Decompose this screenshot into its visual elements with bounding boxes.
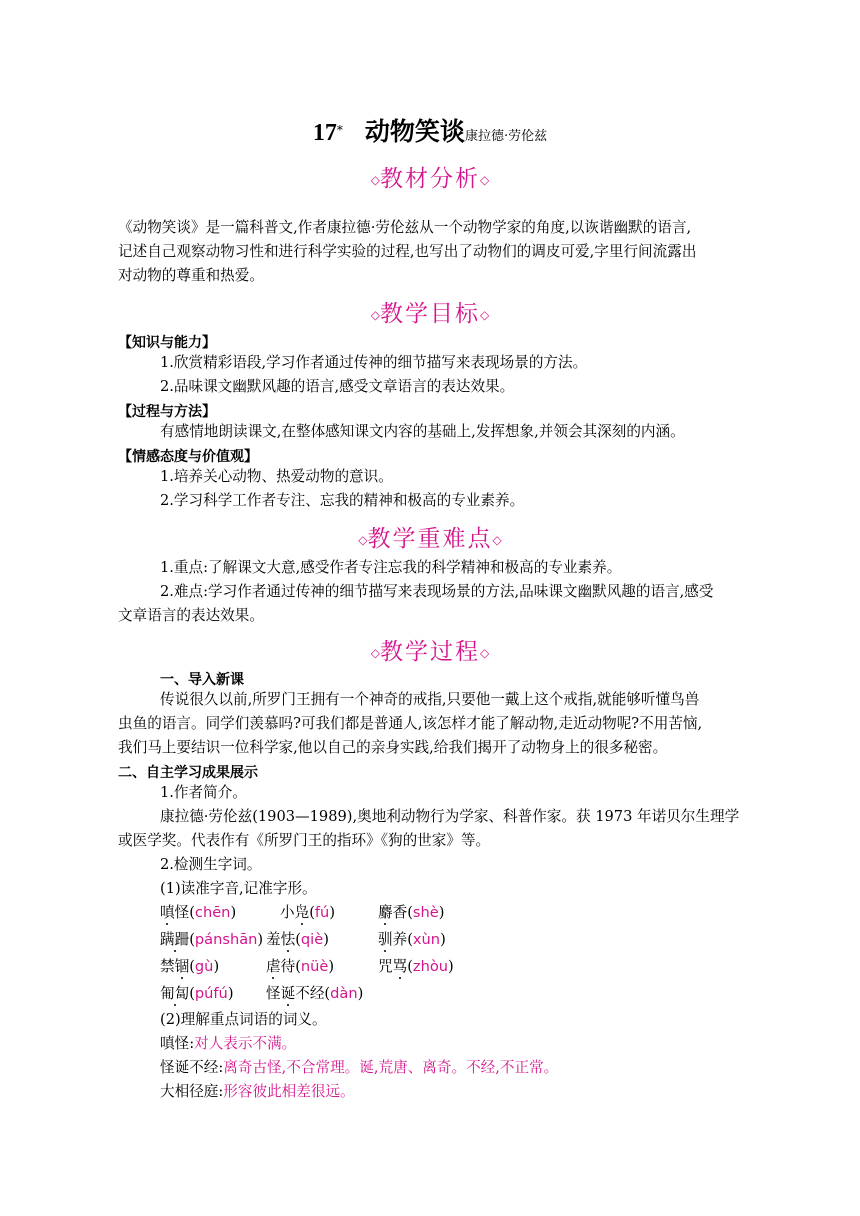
- keypoint-line: 2.难点:学习作者通过传神的细节描写来表现场景的方法,品味课文幽默风趣的语言,感受: [160, 583, 714, 600]
- pronounce-label: (1)读准字音,记准字形。: [160, 880, 317, 897]
- pinyin: dàn: [330, 985, 358, 1002]
- pinyin: fú: [314, 904, 330, 921]
- answer-text: 对人表示不满。: [194, 1035, 297, 1052]
- diamond-icon: ◇: [370, 646, 380, 660]
- knowledge-item: 2.品味课文幽默风趣的语言,感受文章语言的表达效果。: [160, 378, 515, 395]
- method-heading: 【过程与方法】: [118, 404, 216, 420]
- diamond-icon: ◇: [492, 533, 502, 547]
- word-item: 匍匐(púfú): [160, 985, 234, 1002]
- diamond-icon: ◇: [358, 533, 368, 547]
- answer-text: 形容彼此相差很远。: [223, 1083, 355, 1100]
- word-item: 咒骂(zhòu): [378, 958, 454, 975]
- section-title: 教学重难点: [367, 526, 493, 552]
- lesson-title: [0, 112, 860, 148]
- pinyin: xùn: [412, 931, 441, 948]
- meaning-item: 怪诞不经:离奇古怪,不合常理。诞,荒唐、离奇。不经,不正常。: [160, 1059, 559, 1076]
- word-item: 麝香(shè): [378, 904, 445, 921]
- lesson-number: 17: [312, 120, 337, 146]
- word-item: 小凫(fú): [280, 904, 336, 921]
- pinyin: púfú: [194, 985, 228, 1002]
- meaning-item: 大相径庭:形容彼此相差很远。: [160, 1083, 355, 1100]
- author-intro-line: 或医学奖。代表作有《所罗门王的指环》《狗的世家》等。: [118, 832, 491, 849]
- section-process-heading: [0, 633, 860, 666]
- word-item: 蹒跚(pánshān): [160, 931, 264, 948]
- knowledge-item: 1.欣赏精彩语段,学习作者通过传神的细节描写来表现场景的方法。: [160, 354, 588, 371]
- pinyin: qiè: [300, 931, 324, 948]
- pinyin: gù: [194, 958, 214, 975]
- section-analysis-heading: [0, 160, 860, 193]
- analysis-line: 对动物的尊重和热爱。: [118, 267, 264, 284]
- diamond-icon: ◇: [480, 308, 490, 322]
- pinyin: zhòu: [412, 958, 449, 975]
- analysis-line: 《动物笑谈》是一篇科普文,作者康拉德·劳伦兹从一个动物学家的角度,以诙谐幽默的语言,: [118, 219, 692, 236]
- word-item: 虐待(nüè): [266, 958, 335, 975]
- vocab-label: 2.检测生字词。: [160, 856, 262, 873]
- diamond-icon: ◇: [370, 173, 380, 187]
- intro-line: 传说很久以前,所罗门王拥有一个神奇的戒指,只要他一戴上这个戒指,就能够听懂鸟兽: [160, 691, 700, 708]
- intro-line: 虫鱼的语言。同学们羡慕吗?可我们都是普通人,该怎样才能了解动物,走近动物呢?不用苦恼,: [118, 715, 703, 732]
- diamond-icon: ◇: [480, 646, 490, 660]
- pinyin: nüè: [300, 958, 329, 975]
- author-intro-label: 1.作者简介。: [160, 784, 247, 801]
- method-item: 有感情地朗读课文,在整体感知课文内容的基础上,发挥想象,并领会其深刻的内涵。: [160, 423, 685, 440]
- word-item: 驯养(xùn): [378, 931, 446, 948]
- word-item: 禁锢(gù): [160, 958, 220, 975]
- diamond-icon: ◇: [480, 173, 490, 187]
- analysis-line: 记述自己观察动物习性和进行科学实验的过程,也写出了动物们的调皮可爱,字里行间流露出: [118, 243, 697, 260]
- meaning-label: (2)理解重点词语的词义。: [160, 1011, 327, 1028]
- keypoint-line: 1.重点:了解课文大意,感受作者专注忘我的科学精神和极高的专业素养。: [160, 559, 622, 576]
- pinyin: pánshān: [194, 931, 258, 948]
- knowledge-heading: 【知识与能力】: [118, 335, 216, 351]
- answer-text: 离奇古怪,不合常理。诞,荒唐、离奇。不经,不正常。: [223, 1059, 559, 1076]
- emotion-heading: 【情感态度与价值观】: [118, 449, 258, 465]
- section-title: 教材分析: [380, 166, 480, 192]
- pinyin: chēn: [194, 904, 231, 921]
- intro-heading: 一、导入新课: [160, 672, 244, 688]
- section-title: 教学过程: [380, 639, 480, 665]
- section-goals-heading: [0, 295, 860, 328]
- diamond-icon: ◇: [370, 308, 380, 322]
- meaning-item: 嗔怪:对人表示不满。: [160, 1035, 297, 1052]
- lesson-star: *: [336, 122, 343, 137]
- author-intro-line: 康拉德·劳伦兹(1903—1989),奥地利动物行为学家、科普作家。获 1973 年诺贝尔生理学: [160, 808, 740, 825]
- lesson-name: 动物笑谈: [364, 117, 465, 146]
- pinyin: shè: [412, 904, 439, 921]
- intro-line: 我们马上要结识一位科学家,他以自己的亲身实践,给我们揭开了动物身上的很多秘密。: [118, 739, 668, 756]
- emotion-item: 1.培养关心动物、热爱动物的意识。: [160, 468, 393, 485]
- lesson-author: 康拉德·劳伦兹: [464, 129, 548, 144]
- section-keypoints-heading: [0, 520, 860, 553]
- section-title: 教学目标: [380, 301, 480, 327]
- self-study-heading: 二、自主学习成果展示: [118, 765, 258, 781]
- emotion-item: 2.学习科学工作者专注、忘我的精神和极高的专业素养。: [160, 492, 525, 509]
- word-item: 嗔怪(chēn): [160, 904, 237, 921]
- keypoint-line: 文章语言的表达效果。: [118, 607, 264, 624]
- word-item: 怪诞不经(dàn): [266, 985, 364, 1002]
- word-item: 羞怯(qiè): [266, 931, 329, 948]
